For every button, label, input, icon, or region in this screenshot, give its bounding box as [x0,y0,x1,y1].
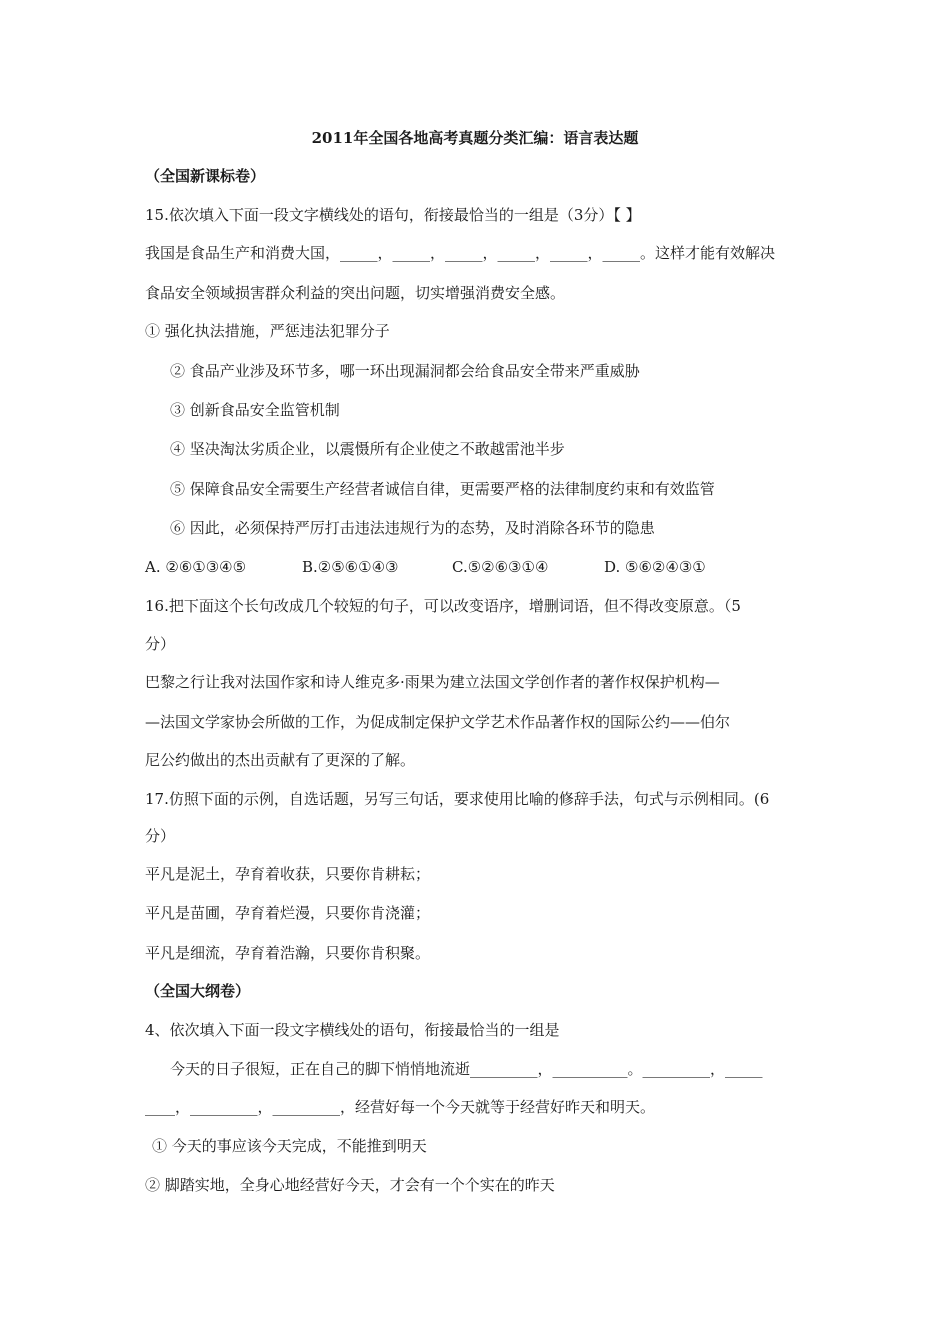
q15-passage-line: 我国是食品生产和消费大国，_____，_____，_____，_____，_____，_____。这样才能有效解决 [145,244,776,262]
q4-passage-line: 今天的日子很短，正在自己的脚下悄悄地流逝_________，__________。_________，_____ [170,1060,763,1078]
q16-text-line: 尼公约做出的杰出贡献有了更深的了解。 [145,751,416,769]
q4-item-1: ① 今天的事应该今天完成，不能推到明天 [152,1137,427,1155]
q16-text-line: —法国文学家协会所做的工作，为促成制定保护文学艺术作品著作权的国际公约——伯尔 [145,713,731,731]
q15-option-a: A. ②⑥①③④⑤ [145,558,247,576]
q15-item-4: ④ 坚决淘汰劣质企业，以震慑所有企业使之不敢越雷池半步 [170,440,565,458]
section-heading-national-outline: （全国大纲卷） [145,982,251,1000]
q15-option-c: C.⑤②⑥③①④ [452,558,549,576]
q15-item-6: ⑥ 因此，必须保持严厉打击违法违规行为的态势，及时消除各环节的隐患 [170,519,655,537]
q17-example: 平凡是细流，孕育着浩瀚，只要你肯积聚。 [145,944,431,962]
q16-text-line: 巴黎之行让我对法国作家和诗人维克多·雨果为建立法国文学创作者的著作权保护机构— [145,673,720,691]
q15-stem: 15.依次填入下面一段文字横线处的语句，衔接最恰当的一组是（3分）【 】 [145,206,641,224]
q4-item-2: ② 脚踏实地，全身心地经营好今天，才会有一个个实在的昨天 [145,1176,555,1194]
q15-passage-line: 食品安全领域损害群众利益的突出问题，切实增强消费安全感。 [145,284,566,302]
q15-item-3: ③ 创新食品安全监管机制 [170,401,340,419]
section-heading-new-curriculum: （全国新课标卷） [145,167,266,185]
q4-stem: 4、依次填入下面一段文字横线处的语句，衔接最恰当的一组是 [145,1021,560,1039]
q15-item-5: ⑤ 保障食品安全需要生产经营者诚信自律，更需要严格的法律制度约束和有效监管 [170,480,715,498]
q15-item-1: ① 强化执法措施，严惩违法犯罪分子 [145,322,390,340]
q15-option-b: B.②⑤⑥①④③ [302,558,399,576]
q15-item-2: ② 食品产业涉及环节多，哪一环出现漏洞都会给食品安全带来严重威胁 [170,362,640,380]
q15-option-d: D. ⑤⑥②④③① [604,558,706,576]
q17-example: 平凡是泥土，孕育着收获，只要你肯耕耘； [145,865,431,883]
q17-stem: 分） [145,827,176,845]
q4-passage-line: ____，_________，_________，经营好每一个今天就等于经营好昨天和明天。 [145,1098,656,1116]
q17-example: 平凡是苗圃，孕育着烂漫，只要你肯浇灌； [145,904,431,922]
q16-stem: 分） [145,635,176,653]
q16-stem: 16.把下面这个长句改成几个较短的句子，可以改变语序，增删词语，但不得改变原意。（5 [145,597,741,615]
document-title: 2011年全国各地高考真题分类汇编：语言表达题 [311,129,639,147]
q17-stem: 17.仿照下面的示例，自选话题，另写三句话，要求使用比喻的修辞手法，句式与示例相同。(6 [145,790,770,808]
